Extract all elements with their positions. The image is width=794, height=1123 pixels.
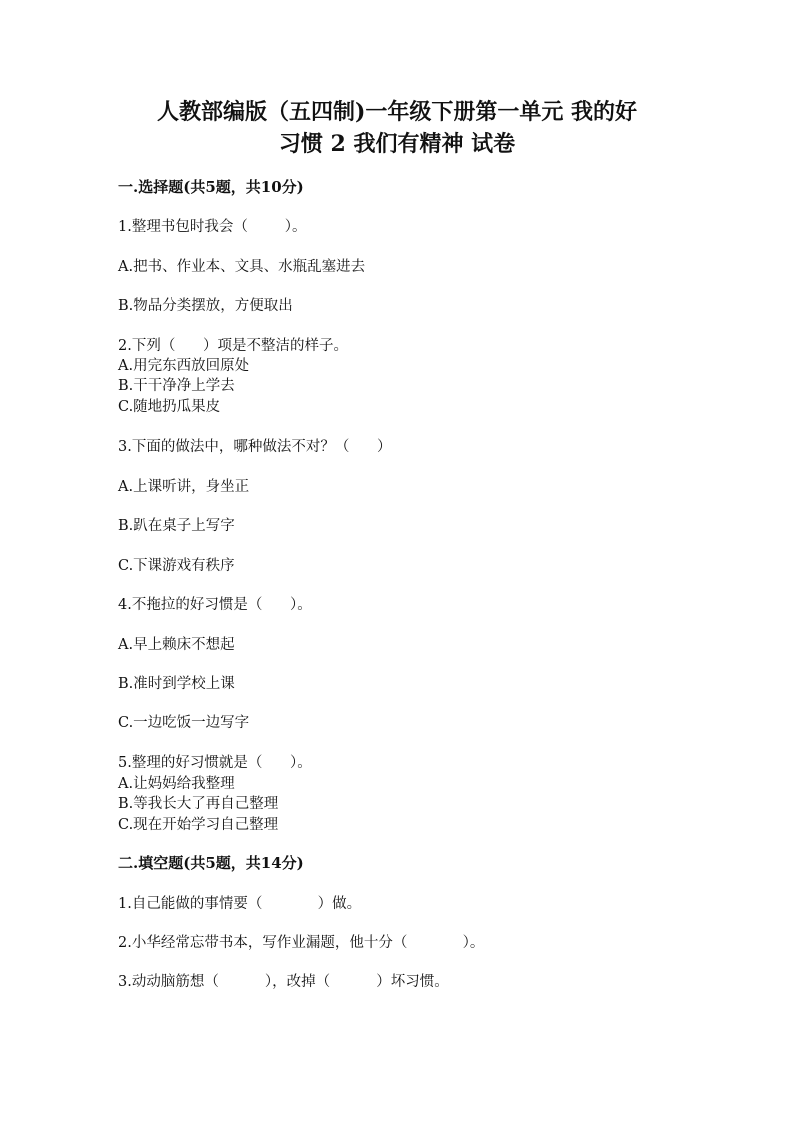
question-1-stem: 1.整理书包时我会（ ）。	[118, 219, 307, 235]
exam-title-line-2: 习惯 2 我们有精神 试卷	[278, 131, 516, 157]
question-3-option-c: C.下课游戏有秩序	[118, 558, 235, 574]
question-1-option-b: B.物品分类摆放，方便取出	[118, 298, 293, 314]
question-4-option-a: A.早上赖床不想起	[118, 637, 235, 653]
section-1-heading: 一.选择题(共5题，共10分)	[118, 178, 304, 196]
question-5-stem: 5.整理的好习惯就是（ ）。	[118, 755, 312, 771]
question-5-option-b: B.等我长大了再自己整理	[118, 796, 279, 812]
question-4-option-b: B.准时到学校上课	[118, 676, 235, 692]
fill-question-2: 2.小华经常忘带书本，写作业漏题，他十分（ ）。	[118, 935, 485, 951]
question-3-option-b: B.趴在桌子上写字	[118, 518, 235, 534]
section-2-heading: 二.填空题(共5题，共14分)	[118, 854, 304, 872]
exam-title-line-1: 人教部编版（五四制)一年级下册第一单元 我的好	[156, 99, 638, 125]
question-4-option-c: C.一边吃饭一边写字	[118, 715, 250, 731]
question-2-option-c: C.随地扔瓜果皮	[118, 399, 221, 415]
question-5-option-a: A.让妈妈给我整理	[118, 776, 235, 792]
question-3-stem: 3.下面的做法中，哪种做法不对？（ ）	[118, 439, 392, 455]
fill-question-3: 3.动动脑筋想（ ），改掉（ ）坏习惯。	[118, 974, 449, 990]
question-4-stem: 4.不拖拉的好习惯是（ ）。	[118, 597, 312, 613]
question-2-option-b: B.干干净净上学去	[118, 378, 235, 394]
question-3-option-a: A.上课听讲，身坐正	[118, 479, 250, 495]
question-5-option-c: C.现在开始学习自己整理	[118, 817, 279, 833]
question-2-stem: 2.下列（ ）项是不整洁的样子。	[118, 338, 348, 354]
question-2-option-a: A.用完东西放回原处	[118, 358, 250, 374]
fill-question-1: 1.自己能做的事情要（ ）做。	[118, 896, 362, 912]
question-1-option-a: A.把书、作业本、文具、水瓶乱塞进去	[118, 259, 366, 275]
